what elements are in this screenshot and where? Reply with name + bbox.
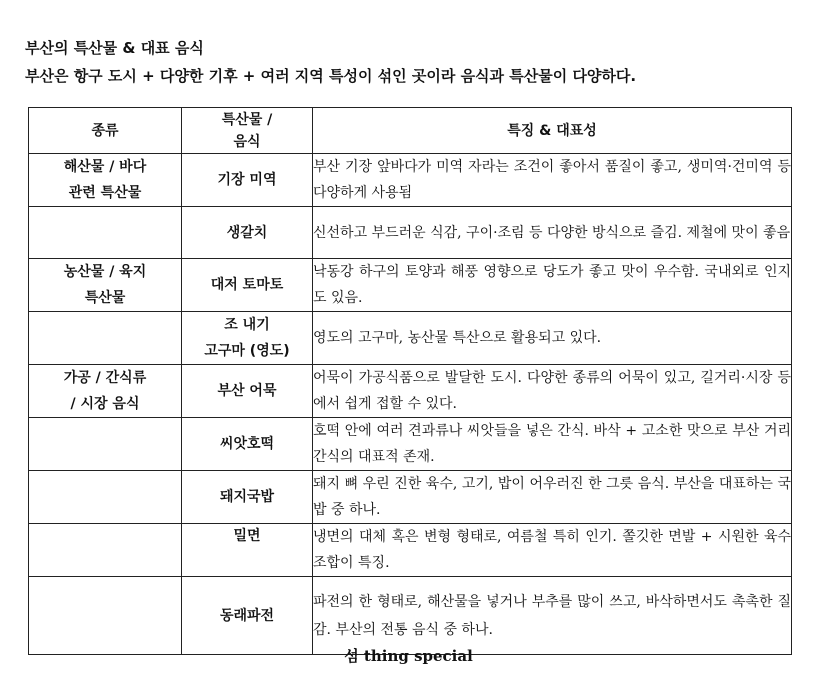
item-cell: 기장 미역: [182, 154, 313, 207]
item-cell: 밀면: [182, 524, 313, 577]
category-cell: [29, 577, 182, 655]
table-header: [29, 108, 792, 154]
table-row: [29, 418, 792, 471]
table-row: [29, 259, 792, 312]
description-cell: 낙동강 하구의 토양과 해풍 영향으로 당도가 좋고 맛이 우수함. 국내외로 인지도 있음.: [313, 259, 792, 312]
description-cell: 신선하고 부드러운 식감, 구이·조림 등 다양한 방식으로 즐김. 제철에 맛이 좋음: [313, 207, 792, 259]
category-cell: [29, 524, 182, 577]
item-cell: 씨앗호떡: [182, 418, 313, 471]
specialties-table: [28, 107, 792, 655]
description-cell: 파전의 한 형태로, 해산물을 넣거나 부추를 많이 쓰고, 바삭하면서도 촉촉한 질감. 부산의 전통 음식 중 하나.: [313, 577, 792, 655]
category-cell: 가공 / 간식류 / 시장 음식: [29, 365, 182, 418]
table-row: [29, 577, 792, 655]
description-cell: 돼지 뼈 우린 진한 육수, 고기, 밥이 어우러진 한 그릇 음식. 부산을 대표하는 국밥 중 하나.: [313, 471, 792, 524]
footer-caption: 섬 thing special: [344, 647, 473, 665]
item-cell: 조 내기 고구마 (영도): [182, 312, 313, 365]
header-description: 특징 & 대표성: [313, 108, 792, 154]
description-cell: 냉면의 대체 혹은 변형 형태로, 여름철 특히 인기. 쫄깃한 면발 + 시원한 육수 조합이 특징.: [313, 524, 792, 577]
description-cell: 영도의 고구마, 농산물 특산으로 활용되고 있다.: [313, 312, 792, 365]
header-row: [29, 108, 792, 154]
table-body: [29, 154, 792, 655]
category-cell: [29, 418, 182, 471]
table-row: [29, 524, 792, 577]
description-cell: 호떡 안에 여러 견과류나 씨앗들을 넣은 간식. 바삭 + 고소한 맛으로 부산 거리 간식의 대표적 존재.: [313, 418, 792, 471]
category-cell: [29, 312, 182, 365]
category-cell: 해산물 / 바다 관련 특산물: [29, 154, 182, 207]
description-cell: 부산 기장 앞바다가 미역 자라는 조건이 좋아서 품질이 좋고, 생미역·건미역 등 다양하게 사용됨: [313, 154, 792, 207]
item-cell: 부산 어묵: [182, 365, 313, 418]
category-cell: [29, 207, 182, 259]
table-row: [29, 312, 792, 365]
document-subtitle: 부산은 항구 도시 + 다양한 기후 + 여러 지역 특성이 섞인 곳이라 음식과 특산물이 다양하다.: [25, 67, 637, 85]
table-row: [29, 365, 792, 418]
document-title: 부산의 특산물 & 대표 음식: [25, 39, 204, 57]
description-cell: 어묵이 가공식품으로 발달한 도시. 다양한 종류의 어묵이 있고, 길거리·시장 등에서 쉽게 접할 수 있다.: [313, 365, 792, 418]
item-cell: 대저 토마토: [182, 259, 313, 312]
table-row: [29, 154, 792, 207]
item-cell: 돼지국밥: [182, 471, 313, 524]
header-item: 특산물 / 음식: [182, 108, 313, 154]
table-row: [29, 471, 792, 524]
item-cell: 생갈치: [182, 207, 313, 259]
table-row: [29, 207, 792, 259]
item-cell: 동래파전: [182, 577, 313, 655]
header-category: 종류: [29, 108, 182, 154]
category-cell: 농산물 / 육지 특산물: [29, 259, 182, 312]
category-cell: [29, 471, 182, 524]
